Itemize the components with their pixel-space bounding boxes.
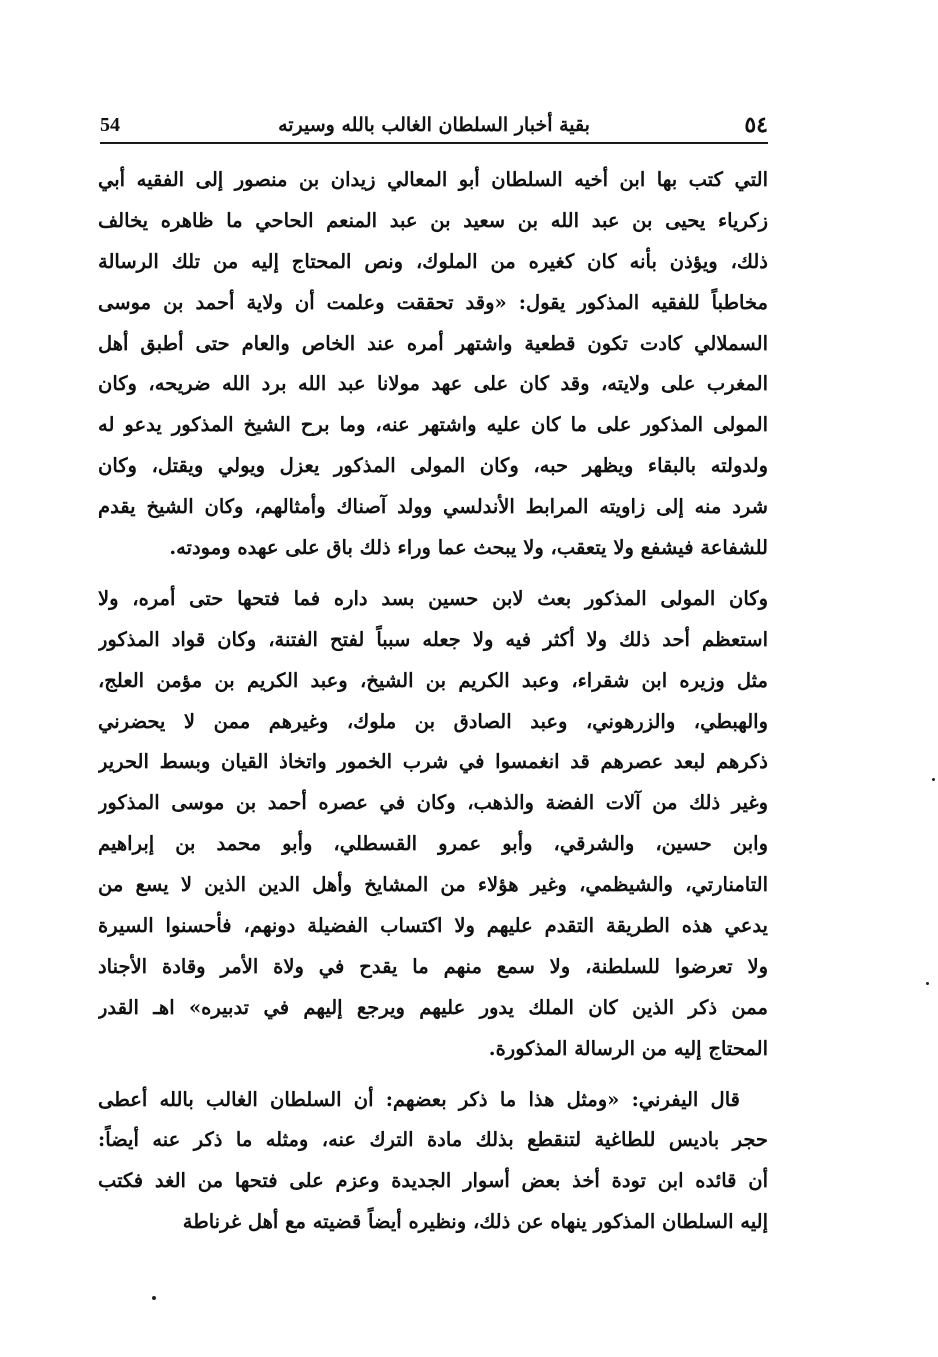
- paragraph: [98, 160, 768, 569]
- scan-speck: [932, 778, 935, 781]
- text-line: والهبطي، والزرهوني، وعبد الصادق بن ملوك، وغيرهم ممن لا يحضرني: [98, 709, 768, 733]
- text-line: وابن حسين، والشرقي، وأبو عمرو القسطلي، وأبو محمد بن إبراهيم: [98, 832, 768, 856]
- page-number-latin: 54: [100, 114, 120, 136]
- text-line: ولدولته بالبقاء ويظهر حبه، وكان المولى المذكور يعزل ويولي ويقتل، وكان: [98, 454, 768, 478]
- text-line: شرد منه إلى زاويته المرابط الأندلسي وولد آصناك وأمثالهم، وكان الشيخ يقدم: [98, 495, 768, 519]
- running-title: بقية أخبار السلطان الغالب بالله وسيرته: [278, 114, 590, 136]
- paragraph-gap: [98, 1070, 768, 1080]
- text-line: يدعي هذه الطريقة التقدم عليهم ولا اكتساب الفضيلة دونهم، فأحسنوا السيرة: [98, 914, 768, 938]
- text-line: استعظم أحد ذلك ولا أكثر فيه ولا جعله سبباً لفتح الفتنة، وكان قواد المذكور: [98, 627, 768, 651]
- scan-speck: [152, 1296, 156, 1300]
- text-line: حجر باديس للطاغية لتنقطع بذلك مادة الترك عنه، ومثله ما ذكر عنه أيضاً:: [98, 1128, 768, 1152]
- running-header: [100, 108, 768, 144]
- body-text: [98, 160, 768, 1243]
- text-line: ولا تعرضوا للسلطنة، ولا سمع منهم ما يقدح في ولاة الأمر وقادة الأجناد: [98, 954, 768, 978]
- text-line: المولى المذكور على ما كان عليه واشتهر عنه، وما برح الشيخ المذكور يدعو له: [98, 413, 768, 437]
- text-line: وغير ذلك من آلات الفضة والذهب، وكان في عصره أحمد بن موسى المذكور: [98, 791, 768, 815]
- text-line: زكرياء يحيى بن عبد الله بن سعيد بن عبد المنعم الحاحي ما ظاهره يخالف: [98, 208, 768, 232]
- text-line: ذلك، ويؤذن بأنه كان كغيره من الملوك، ونص المحتاج إليه من تلك الرسالة: [98, 249, 768, 273]
- text-line: ممن ذكر الذين كان الملك يدور عليهم ويرجع إليهم في تدبيره» اهـ القدر: [98, 995, 768, 1019]
- text-line: ذكرهم لبعد عصرهم قد انغمسوا في شرب الخمور واتخاذ القيان وبسط الحرير: [98, 750, 768, 774]
- text-line: مثل وزيره ابن شقراء، وعبد الكريم بن الشيخ، وعبد الكريم بن مؤمن العلج،: [98, 668, 768, 692]
- scan-speck: [926, 982, 929, 985]
- paragraph-gap: [98, 569, 768, 579]
- paragraph: [98, 1080, 768, 1244]
- paragraph: [98, 579, 768, 1070]
- page-number-arabic: ٥٤: [744, 112, 768, 138]
- text-line: المحتاج إليه من الرسالة المذكورة.: [488, 1036, 768, 1060]
- text-line: المغرب على ولايته، وقد كان على عهد مولانا عبد الله برد الله ضريحه، وكان: [98, 372, 768, 396]
- text-line: مخاطباً للفقيه المذكور يقول: «وقد تحققت وعلمت أن ولاية أحمد بن موسى: [98, 290, 768, 314]
- text-line: وكان المولى المذكور بعث لابن حسين بسد داره فما فتحها حتى أمره، ولا: [98, 586, 768, 610]
- text-line: التامنارتي، والشيظمي، وغير هؤلاء من المشايخ وأهل الدين الذين لا يسع من: [98, 873, 768, 897]
- text-line: للشفاعة فيشفع ولا يتعقب، ولا يبحث عما وراء ذلك باق على عهده ومودته.: [169, 536, 768, 560]
- text-line: التي كتب بها ابن أخيه السلطان أبو المعالي زيدان بن منصور إلى الفقيه أبي: [98, 168, 768, 191]
- text-line: إليه السلطان المذكور ينهاه عن ذلك، ونظيره أيضاً قضيته مع أهل غرناطة: [182, 1210, 768, 1234]
- text-line: قال اليفرني: «ومثل هذا ما ذكر بعضهم: أن السلطان الغالب بالله أعطى: [98, 1087, 740, 1111]
- text-line: أن قائده ابن تودة أخذ بعض أسوار الجديدة وعزم على فتحها من الغد فكتب: [98, 1169, 768, 1193]
- text-line: السملالي كادت تكون قطعية واشتهر أمره عند الخاص والعام حتى أطبق أهل: [98, 331, 768, 355]
